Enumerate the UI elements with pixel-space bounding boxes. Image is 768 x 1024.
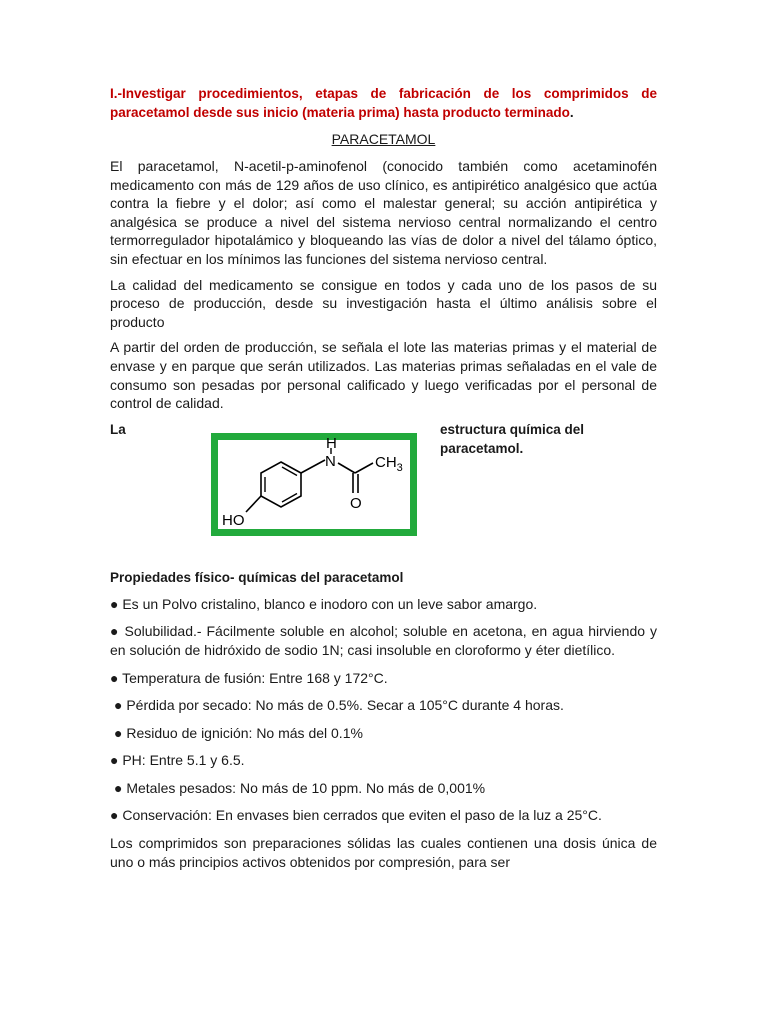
paragraph-intro: El paracetamol, N-acetil-p-aminofenol (conocido también como acetaminofén medicamento con más de 129 años de uso clínico, es antipirético analgésico que actúa contra la fiebre y el dolor; así como el malestar general; su acción antipirética y analgésica se produce a nivel del sistema nervioso central normalizando el centro termorregulador hipotalámico y bloqueando las vías de dolor a nivel del tálamo óptico, sin efectuar en los mínimos las funciones del sistema nervioso central. — [110, 158, 657, 267]
structure-label-left: La — [110, 421, 126, 437]
property-item: ● Residuo de ignición: No más del 0.1% — [114, 724, 363, 741]
property-item: ● Pérdida por secado: No más de 0.5%. Secar a 105°C durante 4 horas. — [114, 697, 564, 714]
atom-ho: HO — [222, 511, 245, 529]
atom-ch: CH — [375, 453, 397, 471]
paracetamol-structure-svg — [211, 433, 417, 536]
paragraph-quality: La calidad del medicamento se consigue en todos y cada uno de los pasos de su proceso de producción, desde su investigación hasta el último análisis sobre el producto — [110, 276, 657, 330]
atom-h: H — [326, 434, 337, 452]
chemical-structure-row — [110, 420, 657, 560]
paragraph-production: A partir del orden de producción, se señala el lote las materias primas y el material de envase y en parque que serán utilizados. Las materias primas señaladas en el vale de consumo son pesadas por personal calificado y luego verificadas por el personal de control de calidad. — [110, 339, 657, 412]
section-heading-text: I.-Investigar procedimientos, etapas de fabricación de los comprimidos de paracetamol desde sus inicio (materia prima) hasta producto terminado — [110, 86, 657, 120]
property-item: ● Temperatura de fusión: Entre 168 y 172°C. — [110, 669, 388, 686]
document-title: PARACETAMOL — [331, 131, 436, 147]
property-item: ● PH: Entre 5.1 y 6.5. — [110, 752, 245, 769]
document-content — [110, 84, 657, 878]
property-item: ● Es un Polvo cristalino, blanco e inodoro con un leve sabor amargo. — [110, 595, 538, 612]
atom-o: O — [350, 494, 362, 512]
structure-label-right: estructura química del paracetamol. — [440, 421, 585, 456]
property-item: ● Conservación: En envases bien cerrados que eviten el paso de la luz a 25°C. — [110, 807, 602, 824]
property-item: ● Metales pesados: No más de 10 ppm. No más de 0,001% — [114, 779, 486, 796]
properties-title: Propiedades físico- químicas del paracetamol — [110, 569, 404, 585]
paracetamol-structure-figure — [211, 433, 417, 536]
atom-n: N — [325, 452, 336, 470]
section-heading — [110, 84, 657, 122]
section-heading-period: . — [569, 105, 574, 120]
atom-ch3-subscript: 3 — [396, 461, 403, 474]
paragraph-tablets: Los comprimidos son preparaciones sólidas las cuales contienen una dosis única de uno o más principios activos obtenidos por compresión, para ser — [110, 835, 657, 870]
property-item: ● Solubilidad.- Fácilmente soluble en alcohol; soluble en acetona, en agua hirviendo y en solución de hidróxido de sodio 1N; casi insoluble en cloroformo y éter dietílico. — [110, 623, 657, 658]
